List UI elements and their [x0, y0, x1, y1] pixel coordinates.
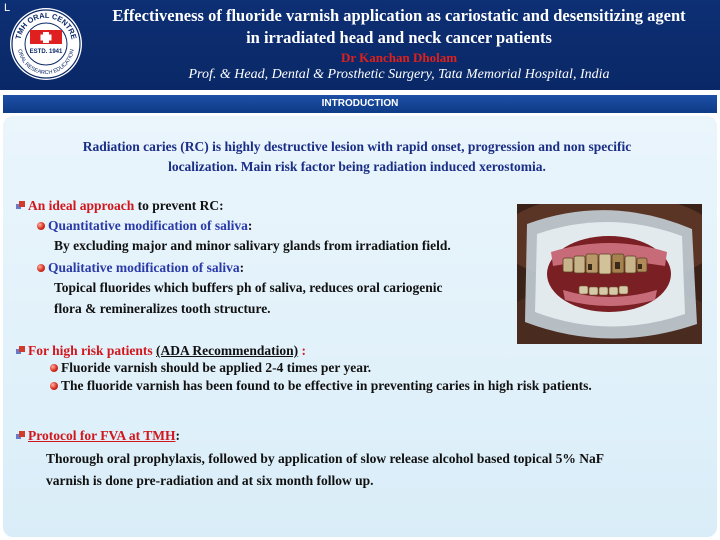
quantitative-label: Quantitative modification of saliva — [48, 218, 248, 233]
red-dot-bullet-icon — [37, 222, 45, 230]
high-risk-heading — [16, 342, 306, 360]
protocol-line1: Thorough oral prophylaxis, followed by application of slow release alcohol based topical 5% NaF — [46, 451, 605, 466]
high-risk-tail: : — [298, 343, 307, 358]
logo-ring-bottom-text: ORAL RESEARCH EDUCATION — [16, 48, 76, 77]
logo-center-text: ESTD. 1941 — [29, 49, 63, 55]
cube-bullet-icon — [16, 431, 25, 440]
red-dot-bullet-icon — [50, 364, 58, 372]
quantitative-detail: By excluding major and minor salivary glands from irradiation field. — [54, 238, 451, 253]
qualitative-label: Qualitative modification of saliva — [48, 260, 240, 275]
cube-bullet-icon — [16, 346, 25, 355]
clinical-photo-irradiated-teeth — [517, 204, 702, 344]
high-risk-point1 — [50, 359, 371, 377]
red-dot-bullet-icon — [37, 264, 45, 272]
poster-header — [0, 0, 720, 90]
protocol-line2: varnish is done pre-radiation and at six month follow up. — [46, 473, 374, 488]
qualitative-detail-line2: flora & remineralizes tooth structure. — [54, 301, 271, 316]
qualitative-colon: : — [239, 260, 245, 275]
logo-ring-top-text: TMH ORAL CENTRE — [13, 10, 79, 41]
author-name: Dr Kanchan Dholam — [340, 50, 458, 65]
intro-line1: Radiation caries (RC) is highly destructive lesion with rapid onset, progression and non specific — [82, 139, 632, 154]
high-risk-point1-text: Fluoride varnish should be applied 2-4 times per year. — [61, 360, 372, 375]
red-dot-bullet-icon — [50, 382, 58, 390]
high-risk-highlight: For high risk patients — [28, 343, 153, 358]
ideal-approach-highlight: An ideal approach — [28, 198, 135, 213]
qualitative-detail-line1: Topical fluorides which buffers ph of saliva, reduces oral cariogenic — [54, 280, 443, 295]
high-risk-point2 — [50, 377, 592, 395]
poster-title-line2: in irradiated head and neck cancer patients — [246, 28, 552, 47]
tmh-oral-centre-logo — [8, 6, 84, 82]
author-affiliation: Prof. & Head, Dental & Prosthetic Surgery, Tata Memorial Hospital, India — [188, 67, 610, 82]
section-heading-introduction: INTRODUCTION — [3, 95, 717, 113]
quantitative-colon: : — [247, 218, 253, 233]
poster-title-line1: Effectiveness of fluoride varnish application as cariostatic and desensitizing agent — [112, 6, 686, 25]
protocol-colon: : — [175, 428, 180, 443]
ideal-approach-rest: to prevent RC: — [134, 198, 224, 213]
corner-mark: L — [4, 2, 11, 14]
protocol-label: Protocol for FVA at TMH — [28, 428, 176, 443]
ideal-approach-heading — [16, 197, 224, 215]
cube-bullet-icon — [16, 201, 25, 210]
ada-recommendation: (ADA Recommendation) — [156, 343, 299, 358]
quantitative-item — [37, 217, 252, 235]
protocol-heading — [16, 427, 180, 445]
high-risk-point2-text: The fluoride varnish has been found to be effective in preventing caries in high risk patients. — [61, 378, 592, 393]
intro-line2: localization. Main risk factor being radiation induced xerostomia. — [168, 159, 546, 174]
qualitative-item — [37, 259, 244, 277]
